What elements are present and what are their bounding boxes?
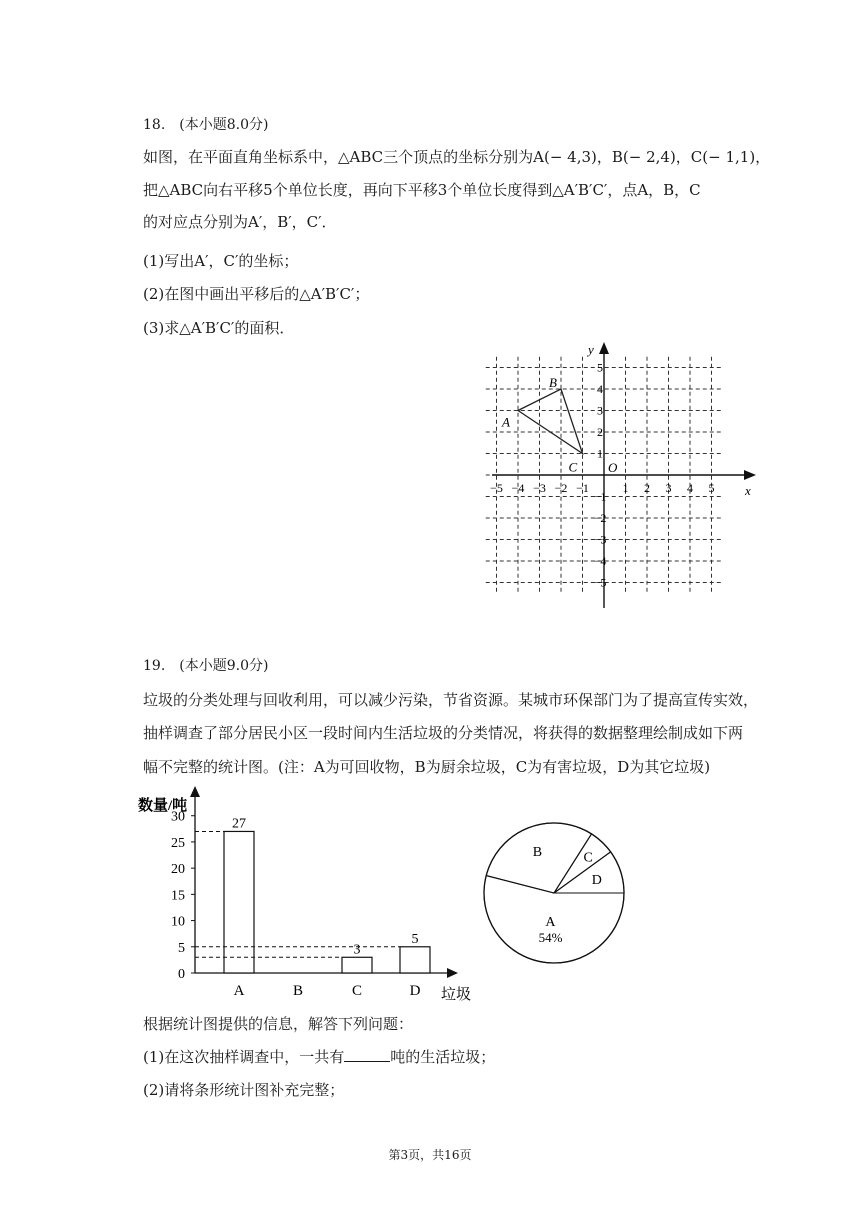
q18-part-2: (2)在图中画出平移后的△A′B′C′；: [143, 285, 370, 303]
bar-category-label: D: [409, 983, 421, 999]
x-tick-label: −2: [554, 481, 568, 495]
bar-value-label: 5: [411, 931, 419, 947]
bar-x-axis-arrow: [447, 968, 458, 978]
q18-text-3: 的对应点分别为A′，B′，C′．: [143, 213, 337, 231]
bar-y-tick-label: 20: [171, 862, 185, 878]
q19-text-2: 抽样调查了部分居民小区一段时间内生活垃圾的分类情况，将获得的数据整理绘制成如下两: [143, 724, 744, 742]
coordinate-grid-figure: [488, 340, 768, 615]
answer-blank[interactable]: [344, 1047, 390, 1062]
x-tick-label: 2: [644, 481, 650, 495]
x-tick-label: 1: [622, 481, 629, 495]
y-tick-label: 1: [597, 446, 603, 461]
pie-percent-label: 54%: [538, 929, 563, 945]
bar-d: [400, 947, 430, 973]
q19-part-1-after: 吨的生活垃圾；: [390, 1048, 496, 1066]
q19-text-3: 幅不完整的统计图。(注：A为可回收物，B为厨余垃圾，C为有害垃圾，D为其它垃圾): [143, 758, 711, 776]
bar-y-tick-label: 5: [178, 940, 185, 956]
bar-x-axis-label: 垃圾: [441, 987, 472, 1003]
point-label-c: C: [568, 459, 578, 475]
x-tick-label: 3: [665, 481, 672, 495]
bar-y-tick-label: 25: [171, 835, 185, 851]
bar-y-tick-label: 30: [171, 809, 185, 825]
x-tick-label: 4: [687, 481, 693, 495]
y-tick-label: 4: [597, 382, 603, 396]
y-tick-label: −3: [593, 532, 607, 547]
q19-part-1-before: (1)在这次抽样调查中，一共有: [143, 1048, 345, 1066]
pie-label-b: B: [532, 845, 543, 861]
pie-chart: [480, 818, 630, 968]
bar-value-label: 27: [232, 816, 246, 832]
y-tick-label: 5: [597, 360, 603, 375]
q18-text-2: 把△ABC向右平移5个单位长度，再向下平移3个单位长度得到△A′B′C′，点A，B，C: [143, 181, 701, 199]
bar-y-tick-label: 0: [178, 967, 185, 982]
q18-part-1: (1)写出A′，C′的坐标；: [143, 252, 299, 270]
y-tick-label: 3: [597, 403, 603, 418]
q19-part-1: [143, 1046, 495, 1067]
pie-label-d: D: [591, 873, 602, 889]
y-axis-label: y: [588, 342, 594, 357]
page-footer: 第3页，共16页: [388, 1148, 472, 1162]
origin-label: O: [608, 460, 618, 475]
q18-header: 18. (本小题8.0分): [143, 117, 269, 133]
q18-text-1: 如图，在平面直角坐标系中，△ABC三个顶点的坐标分别为A(− 4,3)，B(− 2,4)，C(− 1,1)，: [143, 148, 771, 166]
q18-part-3: (3)求△A′B′C′的面积．: [143, 319, 295, 337]
x-tick-label: −4: [511, 481, 525, 495]
bar-y-tick-label: 10: [171, 914, 185, 930]
x-tick-label: −3: [533, 481, 546, 495]
pie-label-c: C: [583, 850, 593, 866]
q19-text-1: 垃圾的分类处理与回收利用，可以减少污染，节省资源。某城市环保部门为了提高宣传实效，: [143, 691, 759, 709]
bar-category-label: A: [233, 983, 245, 999]
bar-y-axis-arrow: [190, 786, 200, 797]
bar-c: [342, 957, 372, 973]
y-axis-arrow: [599, 342, 609, 354]
x-axis-label: x: [745, 483, 751, 498]
bar-chart: [138, 780, 483, 1005]
bar-y-tick-label: 15: [171, 888, 185, 904]
q19-part-2: (2)请将条形统计图补充完整；: [143, 1081, 345, 1099]
y-tick-label: −2: [593, 511, 607, 525]
x-tick-label: −5: [490, 481, 503, 495]
y-tick-label: −1: [593, 489, 607, 504]
q19-header: 19. (本小题9.0分): [143, 658, 269, 674]
y-tick-label: −4: [593, 554, 607, 568]
bar-category-label: C: [351, 983, 363, 999]
x-tick-label: −1: [576, 481, 589, 495]
pie-label-a: A: [545, 914, 556, 930]
x-tick-label: 5: [708, 481, 715, 495]
q19-after-text: 根据统计图提供的信息，解答下列问题：: [143, 1015, 414, 1033]
triangle-abc: [518, 389, 583, 454]
x-axis-arrow: [744, 470, 756, 480]
y-tick-label: 2: [597, 425, 603, 439]
point-label-b: B: [549, 375, 557, 390]
y-tick-label: −5: [593, 575, 607, 590]
bar-value-label: 3: [353, 942, 361, 958]
bar-y-axis-label: 数量/吨: [138, 798, 188, 814]
bar-category-label: B: [292, 983, 304, 999]
point-label-a: A: [502, 414, 510, 430]
bar-a: [224, 831, 254, 973]
